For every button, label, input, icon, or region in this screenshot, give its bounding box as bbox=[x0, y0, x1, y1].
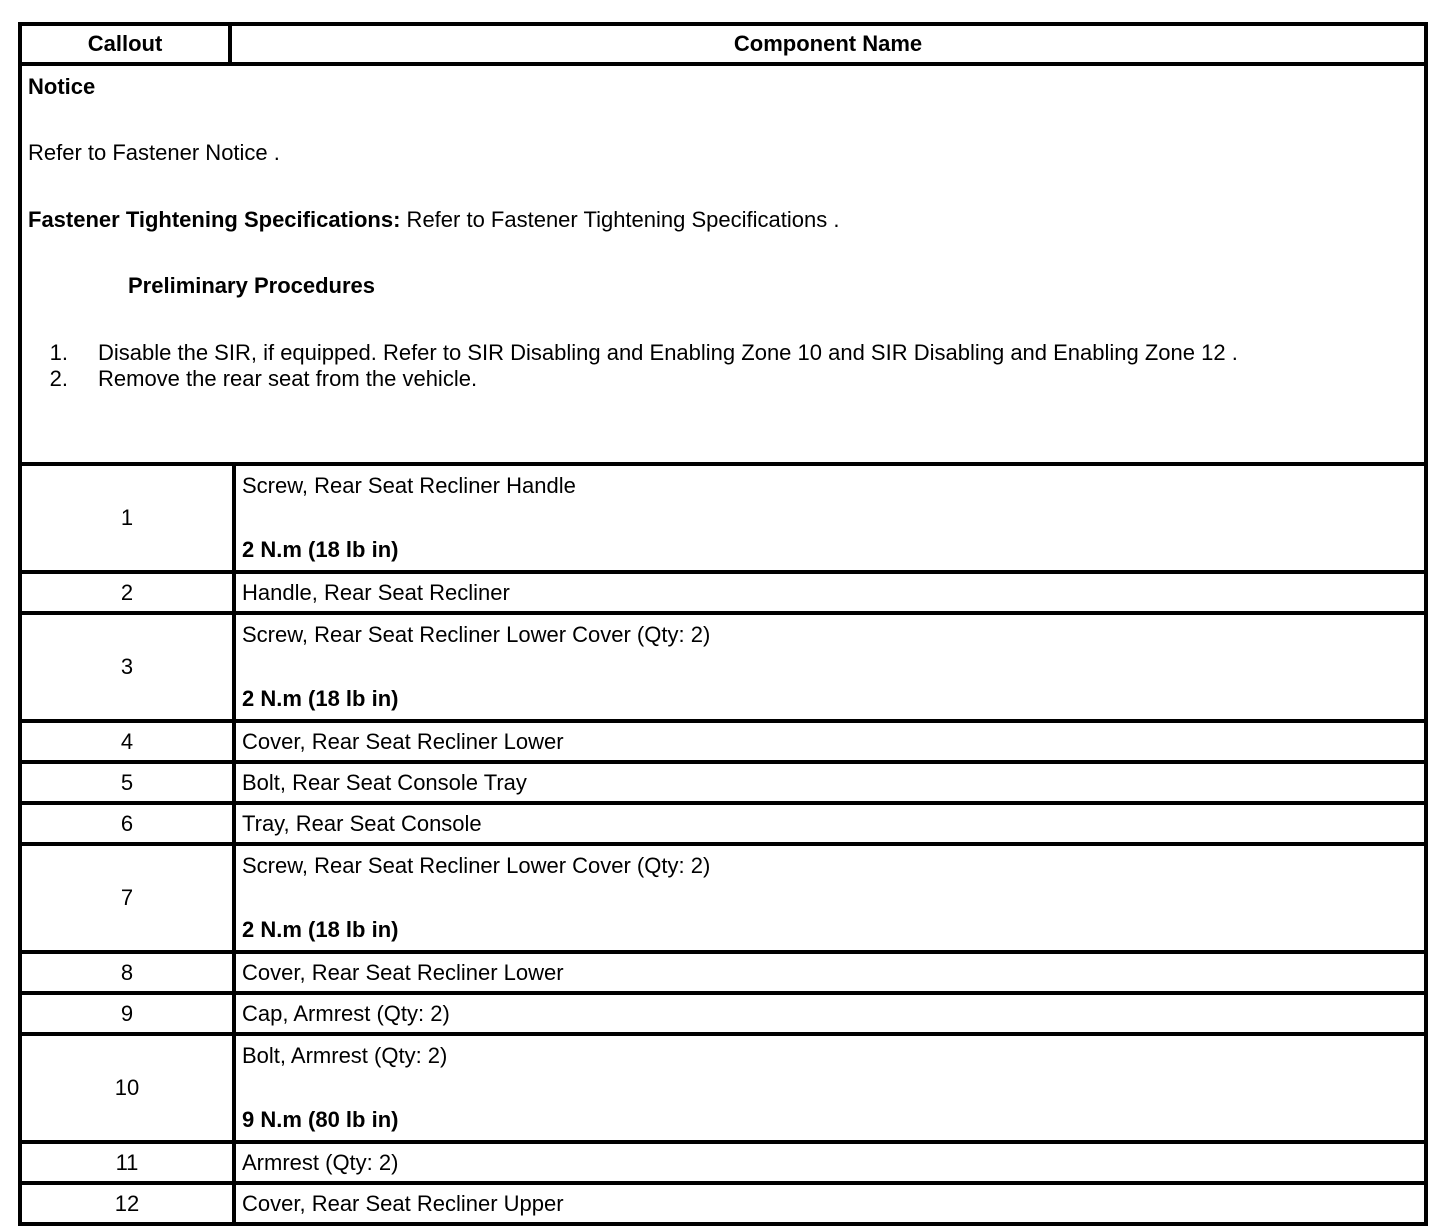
component-cell bbox=[236, 574, 1424, 611]
component-cell bbox=[236, 1185, 1424, 1222]
callout-cell: 12 bbox=[22, 1185, 236, 1222]
callout-cell: 3 bbox=[22, 615, 236, 719]
component-cell bbox=[236, 764, 1424, 801]
preliminary-steps bbox=[28, 340, 1418, 393]
table-header bbox=[18, 22, 1428, 66]
callout-cell: 4 bbox=[22, 723, 236, 760]
component-cell bbox=[236, 1144, 1424, 1181]
component-name: Cover, Rear Seat Recliner Lower bbox=[242, 728, 564, 754]
notice-title: Notice bbox=[28, 74, 96, 99]
callout-cell: 7 bbox=[22, 846, 236, 950]
component-cell bbox=[236, 615, 1424, 719]
component-name: Screw, Rear Seat Recliner Lower Cover (Qty: 2) bbox=[242, 853, 711, 878]
component-cell bbox=[236, 1036, 1424, 1140]
callout-cell: 10 bbox=[22, 1036, 236, 1140]
torque-spec: 2 N.m (18 lb in) bbox=[242, 917, 399, 942]
component-name: Cap, Armrest (Qty: 2) bbox=[242, 1000, 450, 1026]
component-cell bbox=[236, 466, 1424, 570]
step-number: 1. bbox=[49, 339, 68, 365]
step-number: 2. bbox=[49, 365, 68, 391]
notice-refer: Refer to Fastener Notice . bbox=[28, 140, 280, 166]
component-name: Screw, Rear Seat Recliner Lower Cover (Qty: 2) bbox=[242, 622, 711, 647]
table-row bbox=[18, 1036, 1428, 1144]
fastener-spec-text: Refer to Fastener Tightening Specifications . bbox=[400, 206, 840, 232]
callout-cell: 6 bbox=[22, 805, 236, 842]
table-row bbox=[18, 1144, 1428, 1185]
table-row bbox=[18, 574, 1428, 615]
component-cell bbox=[236, 723, 1424, 760]
step-item bbox=[28, 366, 1418, 392]
header-component-name: Component Name bbox=[733, 31, 923, 56]
callout-cell: 9 bbox=[22, 995, 236, 1032]
preliminary-title: Preliminary Procedures bbox=[128, 273, 376, 299]
component-name: Screw, Rear Seat Recliner Handle bbox=[242, 473, 576, 498]
torque-spec: 2 N.m (18 lb in) bbox=[242, 686, 399, 711]
callout-cell: 8 bbox=[22, 954, 236, 991]
table-row bbox=[18, 995, 1428, 1036]
callout-cell: 1 bbox=[22, 466, 236, 570]
table-row bbox=[18, 805, 1428, 846]
torque-spec: 9 N.m (80 lb in) bbox=[242, 1107, 399, 1132]
notice-section bbox=[18, 66, 1428, 466]
table-row bbox=[18, 764, 1428, 805]
component-name: Bolt, Rear Seat Console Tray bbox=[242, 769, 527, 795]
header-callout: Callout bbox=[22, 26, 232, 62]
callout-cell: 2 bbox=[22, 574, 236, 611]
table-row bbox=[18, 615, 1428, 723]
table-row bbox=[18, 1185, 1428, 1226]
table-row bbox=[18, 846, 1428, 954]
component-cell bbox=[236, 805, 1424, 842]
component-name: Bolt, Armrest (Qty: 2) bbox=[242, 1043, 448, 1068]
component-name: Cover, Rear Seat Recliner Upper bbox=[242, 1190, 564, 1216]
component-name: Armrest (Qty: 2) bbox=[242, 1149, 399, 1175]
callout-cell: 11 bbox=[22, 1144, 236, 1181]
component-table bbox=[18, 22, 1428, 1226]
component-cell bbox=[236, 846, 1424, 950]
component-cell bbox=[236, 954, 1424, 991]
step-item bbox=[28, 340, 1418, 366]
component-name: Handle, Rear Seat Recliner bbox=[242, 579, 510, 605]
fastener-spec-label: Fastener Tightening Specifications: bbox=[28, 206, 401, 232]
component-name: Tray, Rear Seat Console bbox=[242, 810, 482, 836]
component-cell bbox=[236, 995, 1424, 1032]
step-text: Remove the rear seat from the vehicle. bbox=[98, 365, 478, 391]
callout-cell: 5 bbox=[22, 764, 236, 801]
table-row bbox=[18, 723, 1428, 764]
fastener-spec bbox=[28, 207, 1418, 233]
step-text: Disable the SIR, if equipped. Refer to SIR Disabling and Enabling Zone 10 and SIR Disabling and Enabling Zone 12 . bbox=[98, 339, 1238, 365]
table-row bbox=[18, 954, 1428, 995]
component-name: Cover, Rear Seat Recliner Lower bbox=[242, 959, 564, 985]
torque-spec: 2 N.m (18 lb in) bbox=[242, 537, 399, 562]
table-row bbox=[18, 466, 1428, 574]
